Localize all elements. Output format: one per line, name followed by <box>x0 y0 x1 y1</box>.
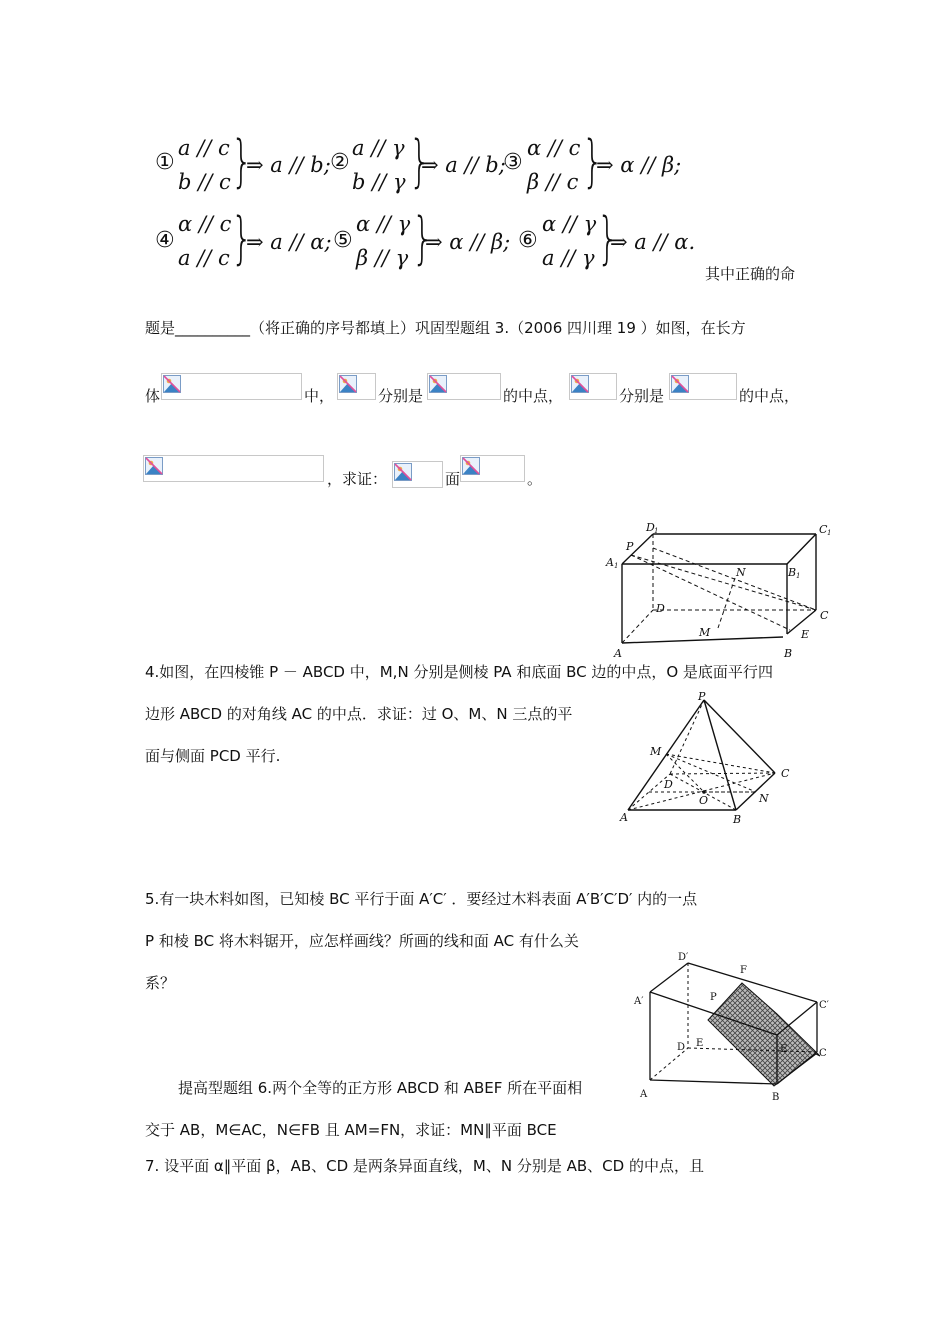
label-E2: E <box>780 1044 788 1055</box>
label-D: D <box>656 602 665 615</box>
brace: } <box>409 129 431 194</box>
broken-image-placeholder <box>460 455 525 482</box>
premise-4b: a // c <box>178 246 230 270</box>
label-1: ① <box>155 150 175 175</box>
conclusion-3: ⇒ α // β; <box>596 153 682 177</box>
label-A1-sub: 1 <box>614 562 619 570</box>
label-C: C <box>820 609 829 622</box>
q6-line-1: 提高型题组 6.两个全等的正方形 ABCD 和 ABEF 所在平面相 <box>178 1079 583 1097</box>
text-fenbie: 分别是 <box>378 387 424 405</box>
brace: } <box>231 206 253 271</box>
text-ti: 体 <box>145 387 161 405</box>
conclusion-5: ⇒ α // β; <box>425 230 511 254</box>
text-zhongdian-2: 的中点， <box>739 387 800 405</box>
brace: } <box>582 129 604 194</box>
label-Dp: D′ <box>678 952 689 963</box>
broken-image-placeholder <box>143 455 324 482</box>
pyramid-figure <box>612 688 802 828</box>
label-2: ② <box>330 150 350 175</box>
label-A1: A <box>606 556 614 569</box>
image-placeholder-icon <box>462 457 480 475</box>
label-P: P <box>626 540 634 553</box>
premise-1a: a // c <box>178 136 230 160</box>
broken-image-placeholder <box>427 373 501 400</box>
image-placeholder-icon <box>394 463 412 481</box>
text-period: 。 <box>527 470 543 488</box>
broken-image-placeholder <box>669 373 737 400</box>
label-C: C <box>819 1048 827 1059</box>
label-4: ④ <box>155 228 175 253</box>
label-C: C <box>781 767 790 780</box>
label-5: ⑤ <box>333 228 353 253</box>
text-line-a: 其中正确的命 <box>705 265 796 283</box>
label-A: A <box>614 647 622 658</box>
broken-image-placeholder <box>569 373 617 400</box>
text-zhong: 中， <box>304 387 335 405</box>
text-zhongdian: 的中点， <box>503 387 564 405</box>
cuboid-figure <box>600 518 840 658</box>
premise-6b: a // γ <box>542 246 595 270</box>
label-M: M <box>650 745 662 758</box>
premise-2a: a // γ <box>352 136 405 160</box>
label-B: B <box>772 1092 780 1103</box>
label-6: ⑥ <box>518 228 538 253</box>
label-E: E <box>801 628 810 641</box>
label-C1: C <box>819 523 828 536</box>
text-line-b: 题是__________（将正确的序号都填上）巩固型题组 3.（2006 四川理 19 ）如图，在长方 <box>145 319 746 337</box>
image-placeholder-icon <box>145 457 163 475</box>
broken-image-placeholder <box>161 373 302 400</box>
label-B: B <box>733 813 742 826</box>
label-N: N <box>736 566 746 579</box>
label-B: B <box>784 647 793 658</box>
text-mian: 面 <box>445 470 461 488</box>
conclusion-6: ⇒ a // α. <box>610 230 696 254</box>
brace: } <box>231 129 253 194</box>
label-D: D <box>677 1042 686 1053</box>
text-fenbie-2: 分别是 <box>619 387 665 405</box>
label-P: P <box>710 992 717 1003</box>
q6-line-2: 交于 AB，M∈AC，N∈FB 且 AM=FN，求证：MN∥平面 BCE <box>145 1121 557 1139</box>
q4-line-3: 面与侧面 PCD 平行. <box>145 747 281 765</box>
premise-3a: α // c <box>527 136 581 160</box>
q7-line-1: 7. 设平面 α∥平面 β，AB、CD 是两条异面直线，M、N 分别是 AB、CD 的中点，且 <box>145 1157 704 1175</box>
premise-2b: b // γ <box>352 170 406 194</box>
label-B1-sub: 1 <box>796 572 801 580</box>
label-D1-sub: 1 <box>654 527 659 535</box>
q4-line-2: 边形 ABCD 的对角线 AC 的中点．求证：过 O、M、N 三点的平 <box>145 705 573 723</box>
premise-6a: α // γ <box>542 212 597 236</box>
label-N: N <box>759 792 769 805</box>
label-P: P <box>698 690 706 703</box>
image-placeholder-icon <box>339 375 357 393</box>
brace: } <box>597 206 619 271</box>
label-D: D <box>664 778 673 791</box>
premise-1b: b // c <box>178 170 231 194</box>
q4-line-1: 4.如图，在四棱锥 P － ABCD 中，M,N 分别是侧棱 PA 和底面 BC 边的中点，O 是底面平行四 <box>145 663 773 681</box>
label-D1: D <box>646 521 655 534</box>
image-placeholder-icon <box>671 375 689 393</box>
label-A: A <box>620 811 628 824</box>
image-placeholder-icon <box>429 375 447 393</box>
label-Cp: C′ <box>819 1000 829 1011</box>
wooden-block-figure <box>630 948 830 1106</box>
label-F: F <box>740 965 747 976</box>
label-Ap: A′ <box>634 996 644 1007</box>
label-O: O <box>699 794 709 807</box>
label-B1: B <box>788 566 797 579</box>
brace: } <box>412 206 434 271</box>
label-3: ③ <box>503 150 523 175</box>
q5-line-3: 系？ <box>145 974 176 992</box>
image-placeholder-icon <box>571 375 589 393</box>
premise-4a: α // c <box>178 212 232 236</box>
label-M: M <box>699 626 711 639</box>
broken-image-placeholder <box>392 461 443 488</box>
premise-3b: β // c <box>527 170 579 194</box>
q5-line-1: 5.有一块木料如图，已知棱 BC 平行于面 A′C′ ．要经过木料表面 A′B′C′D′ 内的一点 <box>145 890 698 908</box>
image-placeholder-icon <box>163 375 181 393</box>
label-C1-sub: 1 <box>827 529 832 537</box>
conclusion-4: ⇒ a // α; <box>246 230 332 254</box>
broken-image-placeholder <box>337 373 376 400</box>
conclusion-1: ⇒ a // b; <box>246 153 331 177</box>
premise-5b: β // γ <box>356 246 409 270</box>
q5-line-2: P 和棱 BC 将木料锯开，应怎样画线？所画的线和面 AC 有什么关 <box>145 932 579 950</box>
premise-5a: α // γ <box>356 212 411 236</box>
text-qiuzheng: ，求证： <box>327 470 388 488</box>
conclusion-2: ⇒ a // b; <box>421 153 506 177</box>
label-E: E <box>696 1038 704 1049</box>
label-A: A <box>640 1089 648 1100</box>
